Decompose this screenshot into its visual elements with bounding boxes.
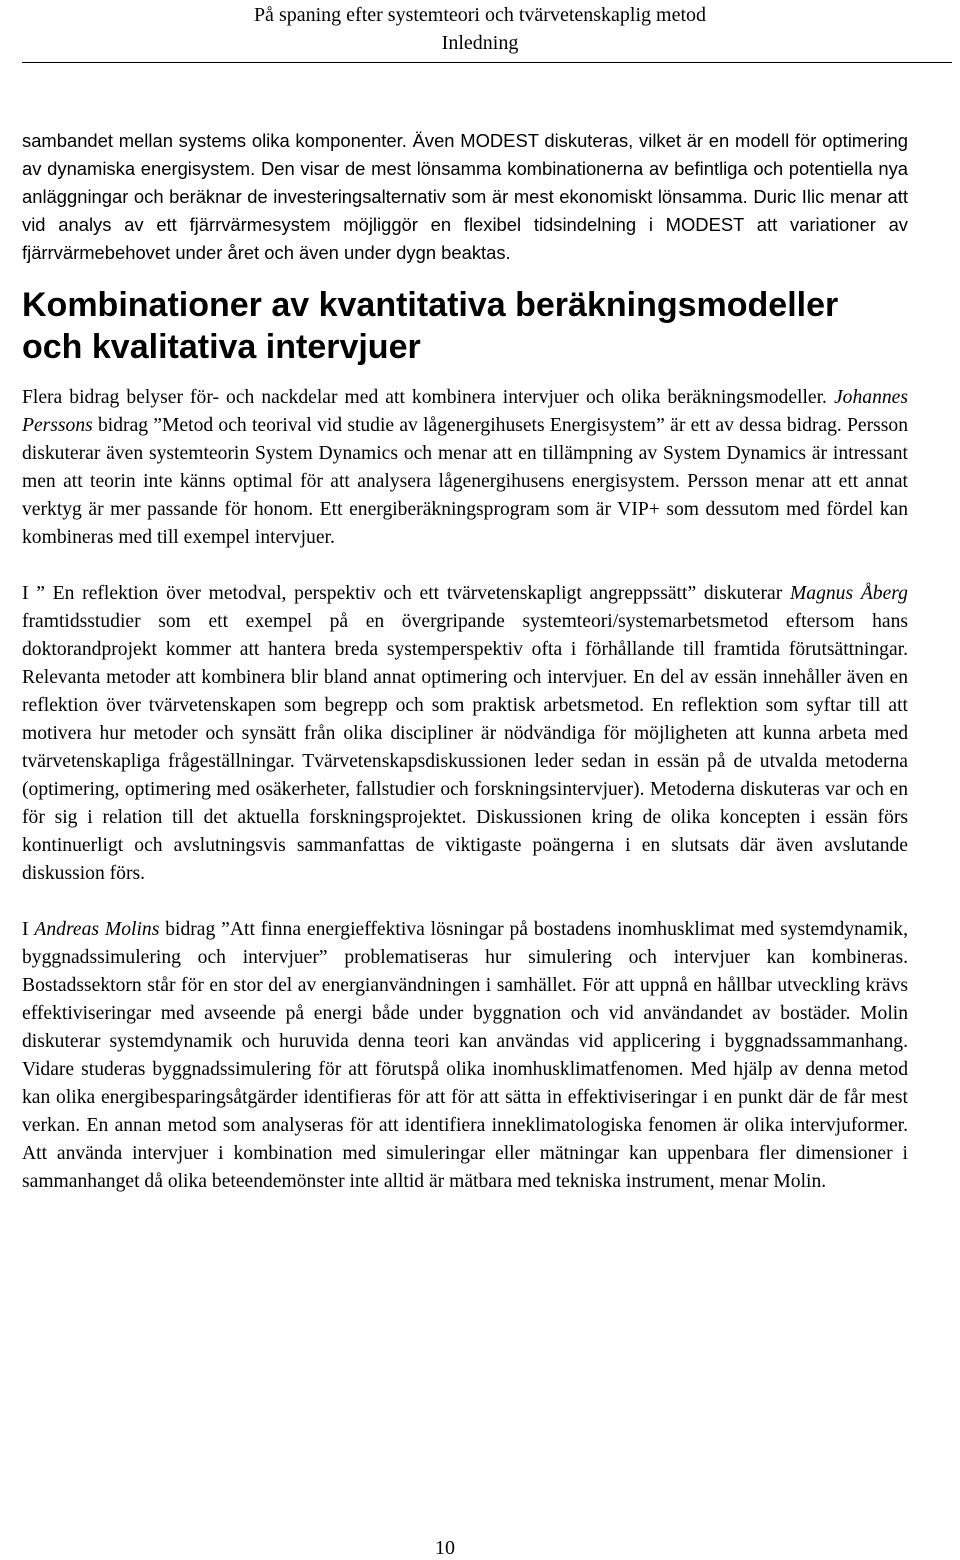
running-header	[0, 0, 960, 57]
text-segment: framtidsstudier som ett exempel på en övergripande systemteori/systemarbetsmetod eftersom hans doktorandprojekt kommer att hantera breda systemperspektiv ofta i förhållande till framtida förutsättningar. Relevanta metoder att kombinera blir bland annat optimering och intervjuer. En del av essän innehåller även en reflektion över tvärvetenskapen som begrepp och som praktisk arbetsmetod. En reflektion som syftar till att motivera hur metoder och synsätt från olika discipliner är nödvändiga för möjligheten att kunna arbeta med tvärvetenskapliga frågeställningar. Tvärvetenskapsdiskussionen leder sedan in essän på de utvalda metoderna (optimering, optimering med osäkerheter, fallstudier och forskningsintervjuer). Metoderna diskuteras var och en för sig i relation till det aktuella forskningsprojektet. Diskussionen kring de olika koncepten i essän förs kontinuerligt och avslutningsvis sammanfattas de viktigaste poängerna i en slutsats där även avslutande diskussion förs.	[22, 611, 908, 884]
paragraph-gap	[22, 552, 908, 580]
header-section: Inledning	[441, 32, 519, 54]
author-name: Johannes Perssons	[22, 387, 908, 436]
page-number: 10	[435, 1537, 455, 1559]
text-segment: bidrag ”Metod och teorival vid studie av lågenergihusets Energisystem” är ett av dessa bidrag. Persson diskuterar även systemteorin System Dynamics och menar att en tillämpning av System Dynamics är intressant men att teorin inte känns optimal för att analysera lågenergihusens energisystem. Persson menar att ett annat verktyg är mer passande för honom. Ett energiberäkningsprogram som är VIP+ som dessutom med fördel kan kombineras med till exempel intervjuer.	[22, 415, 908, 548]
text-segment: Flera bidrag belyser för- och nackdelar med att kombinera intervjuer och olika beräkningsmodeller.	[22, 387, 834, 408]
paragraph-persson	[22, 384, 908, 552]
page-body	[22, 127, 908, 1196]
header-title: På spaning efter systemteori och tvärvetenskaplig metod	[253, 4, 707, 26]
text-segment: I ” En reflektion över metodval, perspektiv och ett tvärvetenskapligt angreppssätt” diskuterar	[22, 583, 790, 604]
header-divider	[22, 62, 952, 63]
section-heading: Kombinationer av kvantitativa beräkningsmodeller och kvalitativa intervjuer	[22, 286, 839, 366]
intro-paragraph: sambandet mellan systems olika komponenter. Även MODEST diskuteras, vilket är en modell för optimering av dynamiska energisystem. Den visar de mest lönsamma kombinationerna av befintliga och potentiella nya anläggningar och beräknar de investeringsalternativ som är mest ekonomiskt lönsamma. Duric Ilic menar att vid analys av ett fjärrvärmesystem möjliggör en flexibel tidsindelning i MODEST att variationer av fjärrvärmebehovet under året och även under dygn beaktas.	[22, 130, 908, 263]
text-segment: bidrag ”Att finna energieffektiva lösningar på bostadens inomhusklimat med systemdynamik, byggnadssimulering och intervjuer” problematiseras hur simulering och intervjuer kan kombineras. Bostadssektorn står för en stor del av energianvändningen i samhället. För att uppnå en hållbar utveckling krävs effektiviseringar med avseende på energi både under byggnation och vid användandet av bostäder. Molin diskuterar systemdynamik och huruvida denna teori kan användas vid applicering i byggnadssammanhang. Vidare studeras byggnadssimulering för att förutspå olika inomhusklimatfenomen. Med hjälp av denna metod kan olika energibesparingsåtgärder identifieras för att för att sätta in effektiviseringar i en punkt där de får mest verkan. En annan metod som analyseras för att identifiera inneklimatologiska fenomen är olika intervjuformer. Att använda intervjuer i kombination med simuleringar eller mätningar kan uppenbara fler dimensioner i sammanhanget då olika beteendemönster inte alltid är mätbara med tekniska instrument, menar Molin.	[22, 919, 908, 1192]
text-segment: I	[22, 919, 35, 940]
author-name: Magnus Åberg	[789, 583, 908, 604]
author-name: Andreas Molins	[34, 919, 160, 940]
paragraph-molin	[22, 916, 908, 1196]
paragraph-aberg	[22, 580, 908, 888]
paragraph-gap	[22, 888, 908, 916]
